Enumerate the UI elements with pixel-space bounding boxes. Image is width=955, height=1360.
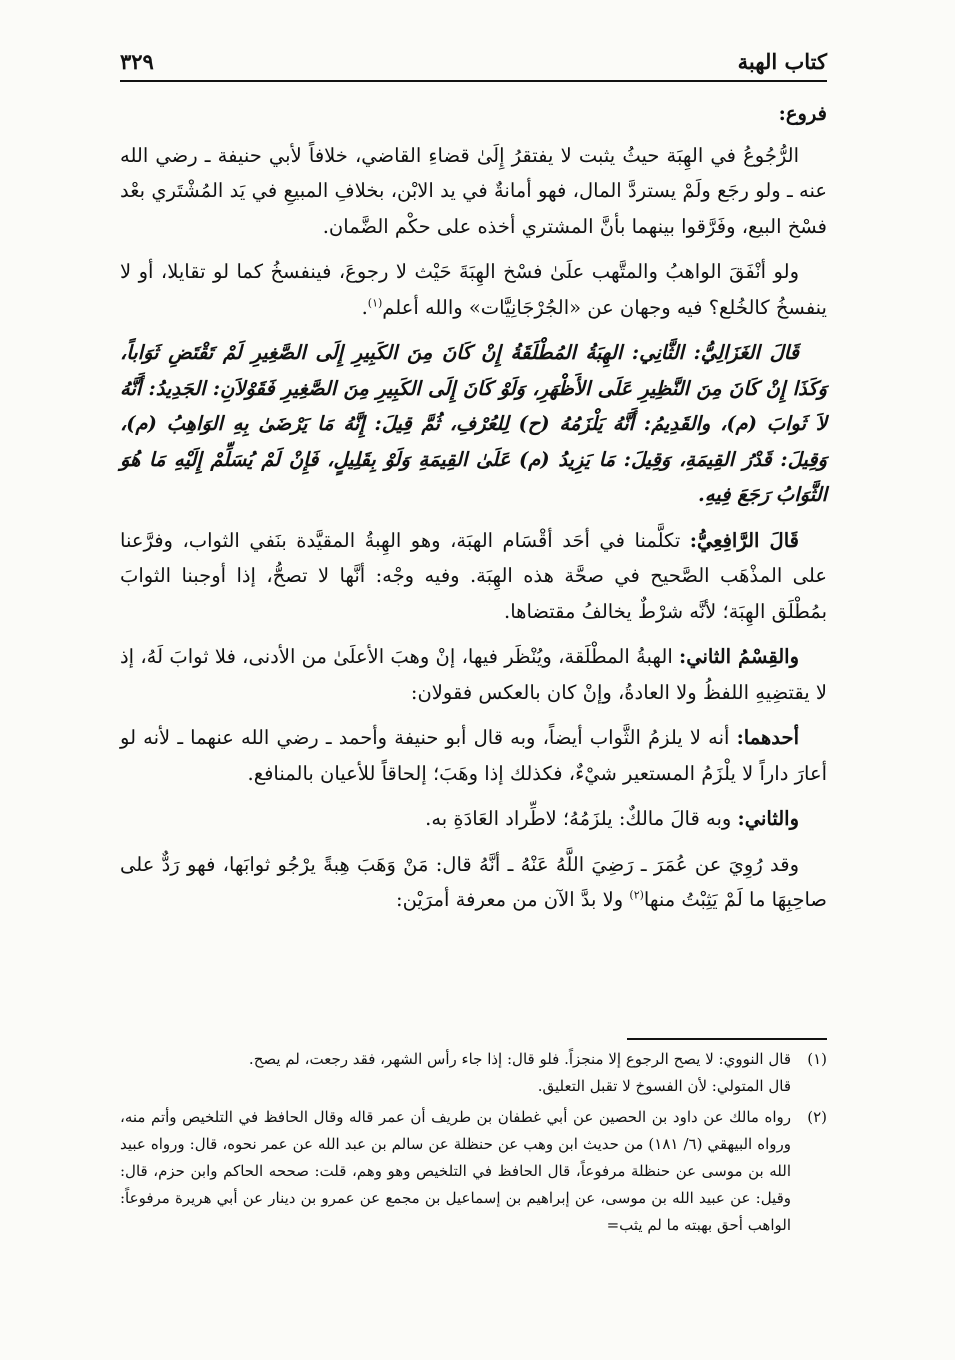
paragraph-2-end: . [361,295,368,319]
paragraph-6-text: أنه لا يلزمُ الثَّواب أيضاً، وبه قال أبو حنيفة وأحمد ـ رضي الله عنهما ـ لأنه لو أعارَ داراً لا يلْزَمُ المستعير شيْءٌ، فكذلك إذا وهَبَ؛ إلحاقاً للأعيان بالمنافع. [120,726,827,785]
paragraph-4 [120,523,827,630]
main-text [120,96,827,928]
matn-paragraph: قَالَ الغَزَالِيُّ: الثَّانِي: الهِبَةُ المُطْلَقَةُ إِنْ كَانَ مِنَ الكَبِيرِ إِلَى الصَّغِيرِ لَمْ تَقْتَضِ ثَوَاباً، وَكَذَا إِنْ كَانَ مِنَ النَّظِيرِ عَلَى الأَظْهَرِ، وَلَوْ كَانَ إِلَى الكَبِيرِ مِنَ الصَّغِيرِ فَقَوْلاَنِ: الجَدِيدُ: أَنَّهُ لاَ ثَوابَ (م)، والقَدِيمُ: أَنَّهُ يَلْزَمُهُ (ح) لِلعُرْفِ، ثُمَّ قِيلَ: إِنَّهُ مَا يَرْضَىٰ بِهِ الوَاهِبُ (م)، وَقِيلَ: قَدْرُ القِيمَةِ، وَقِيلَ: مَا يَزِيدُ (م) عَلَىٰ القِيمَةِ وَلَوْ بِقَلِيلٍ، فَإِنْ لَمْ يُسَلِّمْ إِلَيْهِ مَا هُوَ الثَّوَابُ رَجَعَ فِيهِ. [120,341,827,506]
footnote-ref-2[interactable]: (٢) [629,888,644,902]
footnote-2 [120,1104,827,1239]
paragraph-2-text: ولو أنْفَقَ الواهبُ والمتَّهب علَىٰ فسْخ الهِبَةَ حَيْث لا رجوعَ، فينفسخُ كما لو تقايلا، أو لا ينفسخُ كالخُلع؟ فيه وجهان عن «الجُرْجَانِيَّات» والله أعلم [120,260,827,319]
footnote-body [120,1046,791,1100]
paragraph-2 [120,254,827,325]
paragraph-6-lead: أحدهما: [736,726,799,749]
paragraph-1: الرُّجُوعُ في الهِبَة حيثُ يثبت لا يفتقرُ إِلَىٰ قضاءِ القاضي، خلافاً لأبي حنيفة ـ رضي الله عنه ـ ولو رجَع ولَمْ يستردَّ المال، فهو أمانةٌ في يد الابْن، بخلافِ المبيعِ في يَد المُشْتَري بعْد فسْخ البيع، وفَرَّقوا بينهما بأنَّ المشتري أخذه على حكْم الضَّمان. [120,143,827,238]
footnote-1 [120,1046,827,1100]
page-header [120,36,827,74]
paragraph-4-text: تكلَّمنا في أحَد أقْسَام الهبَة، وهو الهِبةُ المقيَّدة بنَفي الثواب، وفرَّعنا على المذْهَب الصَّحيح في صحَّة هذه الهِبَة. وفيه وجْه: أنَّها لا تصحُّ، إذا أوجبنا الثوابَ بمُطْلَق الهِبَة؛ لأنَّه شرْطٌ يخالفُ مقتضاها. [120,528,827,623]
running-title: كتاب الهبة [737,49,827,74]
footnote-line: قال النووي: لا يصح الرجوع إلا منجزاً. فلو قال: إذا جاء رأس الشهر، فقد رجعت، لم يصح. [248,1050,791,1068]
footnote-number: (٢) [807,1108,827,1126]
paragraph-7-text: وبه قالَ مالكٌ: يلزَمُهُ؛ لاطِّراد العَادَةِ به. [425,807,738,830]
paragraph-5-lead: والقِسْمُ الثاني: [679,645,799,668]
paragraph-8-text: وقد رُوِيَ عن عُمَرَ ـ رَضِيَ اللَّهُ عَنْهُ ـ أنَّهُ قال: مَنْ وَهَبَ هِبةً يرْجُو ثوابَها، فهو رَدٌّ على صاحِبِهَا ما لَمْ يَثِبْتُ منها [120,852,827,911]
footnote-ref-1[interactable]: (١) [367,296,383,309]
footnote-line: قال المتولي: لأن الفسوخ لا تقبل التعليق. [537,1077,791,1095]
paragraph-7-lead: والثاني: [737,807,799,830]
paragraph-5-text: الهبةُ المطْلَقة، ويُنْظَر فيها، إنْ وهبَ الأعلَىٰ من الأدنى، فلا ثوابَ لَهُ، إذ لا يقتضِيهِ اللفظُ ولا العادةُ، وإنْ كان بالعكس فقولان: [120,645,827,704]
paragraph-7 [120,801,827,837]
footnote-line: رواه مالك عن داود بن الحصين عن أبي غطفان بن طريف أن عمر قاله وقال الحافظ في التلخيص وأتم منه، ورواه البيهقي (٦/ ١٨١) من حديث ابن وهب عن حنظلة عن سالم بن عبد الله عن عمر نحوه، قال: ورواه عبيد الله بن موسى عن حنظلة مرفوعاً، قال الحافظ في التلخيص وهو وهم، قلت: صححه الحاكم وابن حزم، قال: وقيل: عن عبيد الله بن موسى، عن إبراهيم بن إسماعيل بن مجمع عن عمرو بن دينار عن أبي هريرة مرفوعاً: الواهب أحق بهبته ما لم يثب= [120,1108,791,1234]
footnotes [120,1046,827,1243]
paragraph-4-lead: قَالَ الرَّافِعِيُّ: [689,528,799,552]
footnote-body [120,1104,791,1239]
footnote-separator [627,1038,827,1040]
page-number: ٣٢٩ [120,49,154,74]
paragraph-8 [120,847,827,918]
header-rule [120,80,827,82]
section-heading: فروع: [778,102,827,125]
paragraph-8-end: ولا بدَّ الآن من معرفة أمرَيْن: [396,888,630,911]
footnote-number: (١) [807,1050,827,1068]
paragraph-6 [120,720,827,791]
paragraph-5 [120,639,827,710]
